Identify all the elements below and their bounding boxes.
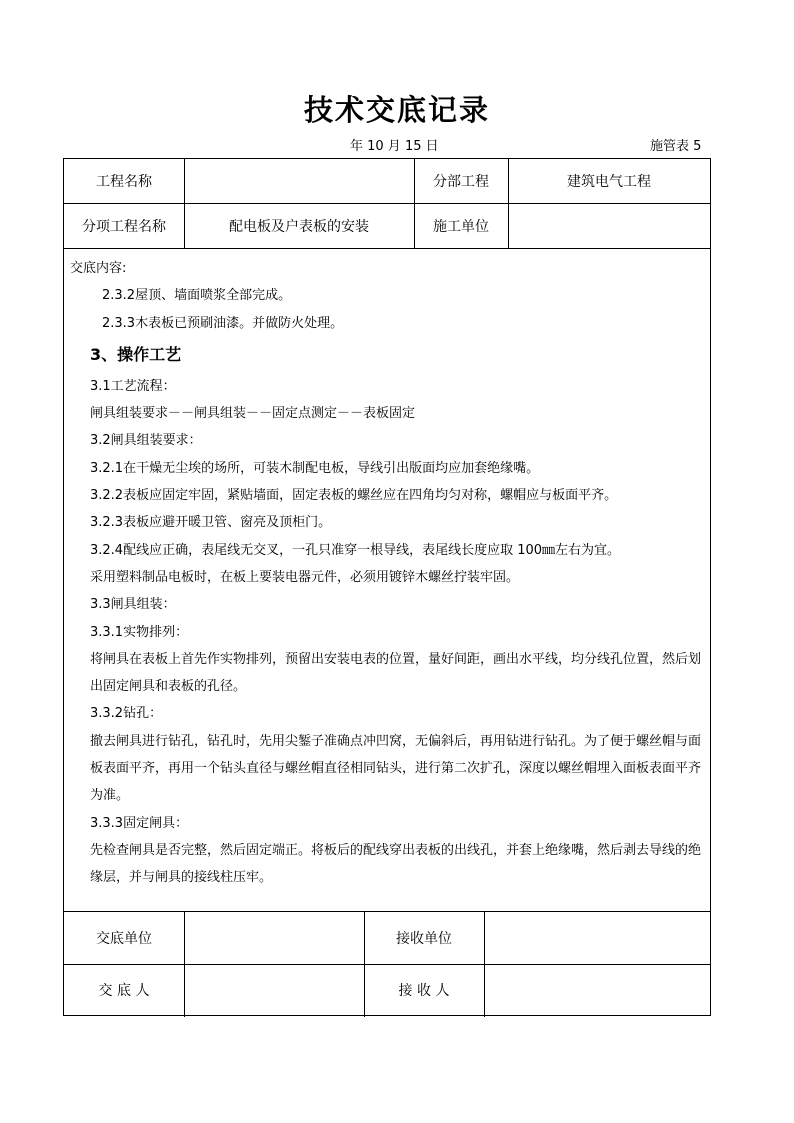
subitem-field[interactable]: 配电板及户表板的安装 [229,218,369,235]
content-paragraph: 撤去闸具进行钻孔，钻孔时，先用尖錾子准确点冲凹窝，无偏斜后，再用钻进行钻孔。为了便于螺丝帽与面板表面平齐，再用一个钻头直径与螺丝帽直径相同钻头，进行第二次扩孔，深度以螺丝帽埋入面板表面平齐为准。 [90,733,702,804]
content-line: 3.2.3表板应避开暖卫管、窗亮及顶柜门。 [90,515,332,531]
content-line: 3.2.2表板应固定牢固，紧贴墙面，固定表板的螺丝应在四角均匀对称，螺帽应与板面平齐。 [90,488,618,504]
content-line: 3.2.4配线应正确，表尾线无交叉，一孔只准穿一根导线，表尾线长度应取 100㎜左右为宜。 [90,542,621,558]
content-line: 2.3.3木表板已预刷油漆。并做防火处理。 [102,315,344,331]
content-label: 交底内容: [70,261,127,276]
section-heading: 3、操作工艺 [90,344,182,364]
content-line: 3.3.2钻孔： [90,706,163,722]
content-line: 采用塑料制品电板时，在板上要装电器元件，必须用镀锌木螺丝拧装牢固。 [90,569,520,585]
contractor-field[interactable] [508,203,710,248]
handover-person-label: 交 底 人 [98,982,150,999]
content-line: 3.2闸具组装要求： [90,433,202,449]
project-name-label: 工程名称 [96,174,152,190]
subitem-label: 分项工程名称 [82,218,166,235]
content-line: 3.2.1在干燥无尘埃的场所，可装木制配电板，导线引出版面均应加套绝缘嘴。 [90,460,540,476]
receive-unit-field[interactable] [484,911,710,964]
contractor-label: 施工单位 [433,218,489,235]
receive-person-label: 接 收 人 [398,982,450,999]
content-paragraph: 先检查闸具是否完整，然后固定端正。将板后的配线穿出表板的出线孔，并套上绝缘嘴，然后剥去导线的绝缘层，并与闸具的接线柱压牢。 [90,842,702,886]
content-line: 3.3.3固定闸具： [90,815,189,831]
document-title: 技术交底记录 [303,93,490,127]
content-line: 闸具组装要求－－闸具组装－－固定点测定－－表板固定 [90,406,416,422]
division-field[interactable]: 建筑电气工程 [567,174,651,190]
handover-unit-label: 交底单位 [96,930,152,947]
content-line: 3.1工艺流程： [90,378,176,394]
receive-unit-label: 接收单位 [396,930,452,947]
content-paragraph: 将闸具在表板上首先作实物排列，预留出安装电表的位置，量好间距，画出水平线，均分线孔位置，然后划出固定闸具和表板的孔径。 [90,651,702,695]
division-label: 分部工程 [433,174,489,190]
handover-person-field[interactable] [184,964,364,1015]
handover-content [64,249,710,911]
receive-person-field[interactable] [484,964,710,1015]
content-line: 3.3.1实物排列： [90,624,189,640]
form-number: 施管表 5 [650,139,702,154]
record-table [63,158,711,1016]
handover-unit-field[interactable] [184,911,364,964]
content-line: 2.3.2屋顶、墙面喷浆全部完成。 [102,288,292,304]
record-date: 年 10 月 15 日 [350,139,439,154]
project-name-field[interactable] [184,159,414,203]
content-line: 3.3闸具组装： [90,597,176,613]
